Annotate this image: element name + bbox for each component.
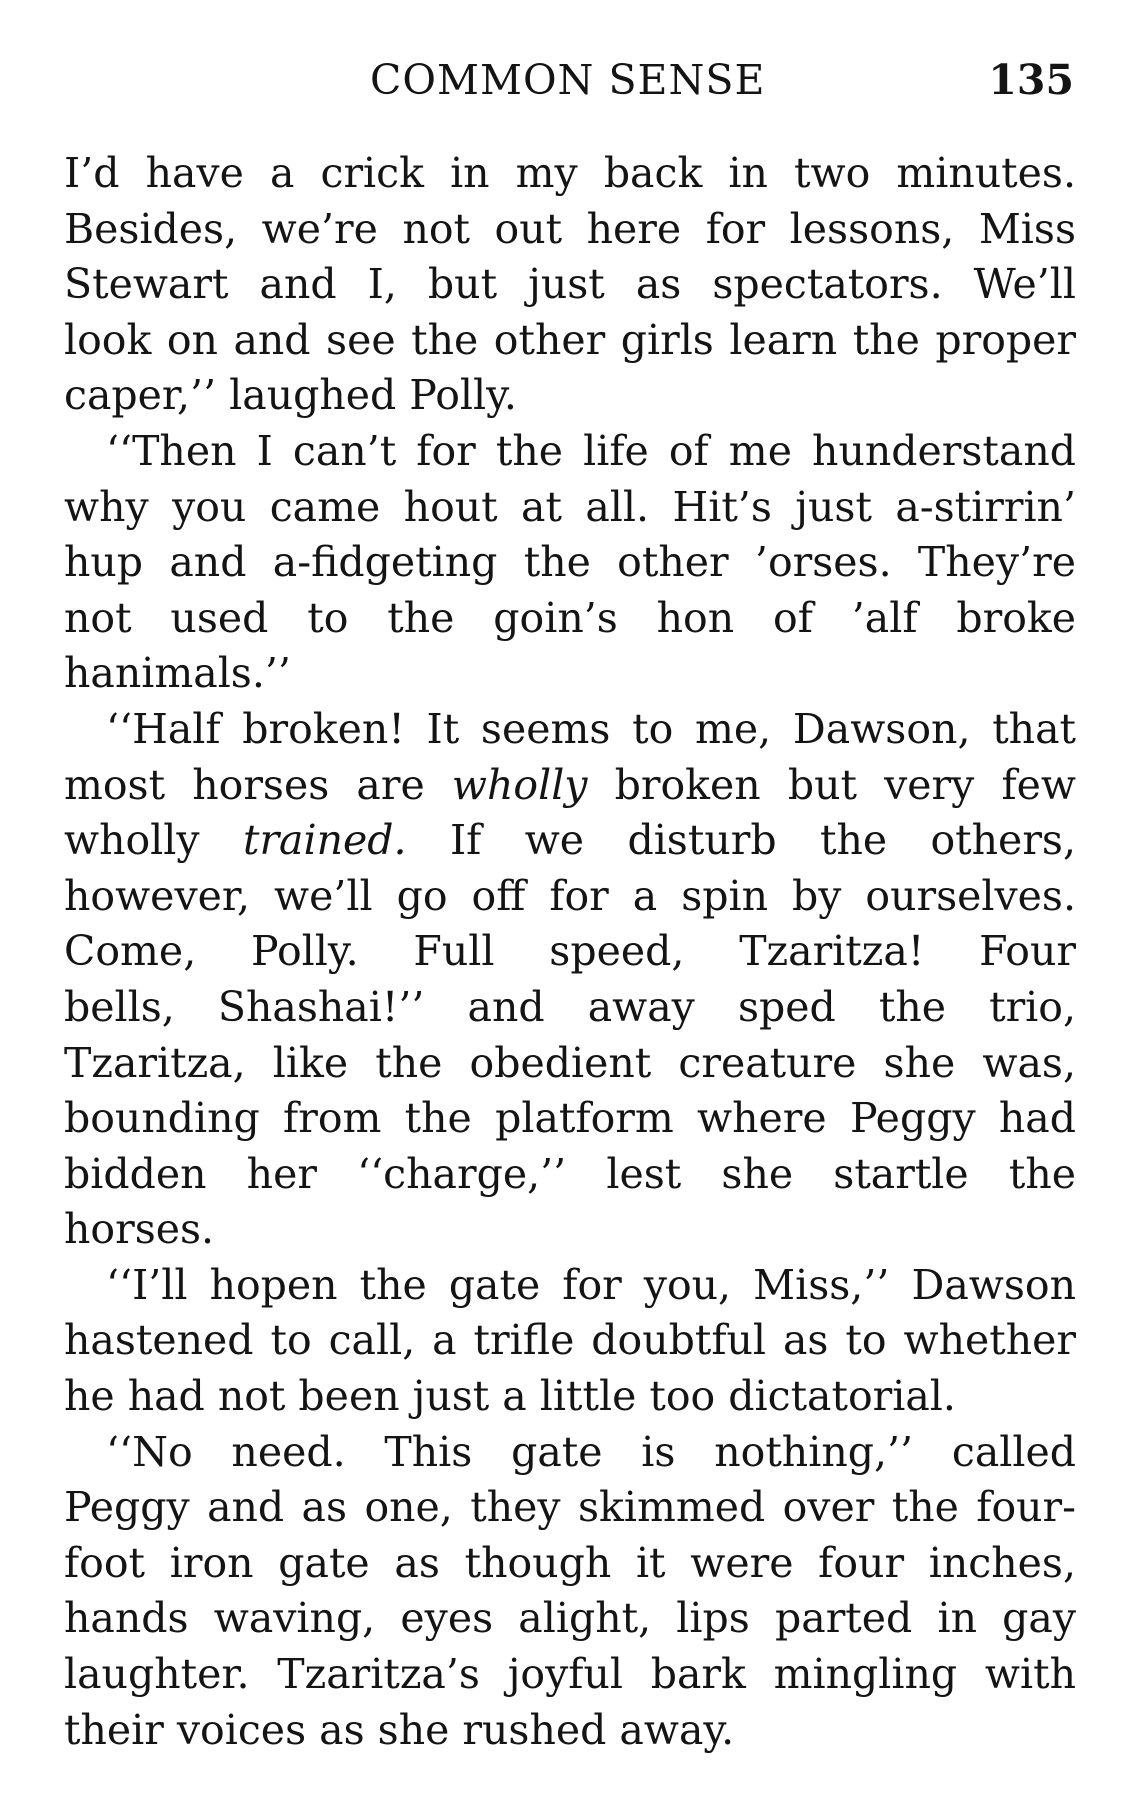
text-line: bells, Shashai!’’ and away sped the trio,: [64, 982, 1076, 1031]
text-line: ‘‘Then I can’t for the life of me hunderstand: [106, 426, 1076, 475]
text-segment: broken but very few: [587, 760, 1076, 809]
text-line: ‘‘Half broken! It seems to me, Dawson, that: [106, 704, 1076, 753]
text-line: [64, 813, 1076, 869]
text-segment: If we disturb the others,: [406, 816, 1076, 865]
text-line: [64, 758, 1076, 814]
body-text: [64, 146, 1076, 1758]
text-line: ‘‘I’ll hopen the gate for you, Miss,’’ Dawson: [106, 1260, 1076, 1309]
running-title: COMMON SENSE: [370, 56, 766, 104]
text-line: look on and see the other girls learn the proper: [64, 315, 1076, 364]
italic-word: trained.: [242, 816, 407, 865]
text-line: Peggy and as one, they skimmed over the four-: [64, 1483, 1076, 1532]
text-line: Tzaritza, like the obedient creature she was,: [64, 1038, 1076, 1087]
text-line: horses.: [64, 1205, 215, 1254]
text-line: ‘‘No need. This gate is nothing,’’ called: [106, 1427, 1076, 1476]
italic-word: wholly: [451, 760, 588, 809]
text-line: Stewart and I, but just as spectators. We’ll: [64, 260, 1076, 309]
running-head: [64, 52, 1076, 108]
text-line: foot iron gate as though it were four inches,: [64, 1538, 1076, 1587]
text-line: bidden her ‘‘charge,’’ lest she startle the: [64, 1149, 1076, 1198]
text-line: however, we’ll go off for a spin by ourselves.: [64, 871, 1076, 920]
text-line: he had not been just a little too dictatorial.: [64, 1372, 956, 1421]
text-line: their voices as she rushed away.: [64, 1705, 735, 1754]
text-line: hastened to call, a trifle doubtful as to whether: [64, 1316, 1076, 1365]
text-segment: most horses are: [64, 760, 452, 809]
text-line: I’d have a crick in my back in two minutes.: [64, 149, 1076, 197]
text-segment: wholly: [64, 816, 243, 865]
text-line: Come, Polly. Full speed, Tzaritza! Four: [64, 927, 1076, 976]
text-line: hanimals.’’: [64, 649, 291, 698]
text-line: caper,’’ laughed Polly.: [64, 371, 517, 420]
text-line: laughter. Tzaritza’s joyful bark mingling with: [64, 1650, 1076, 1699]
text-line: Besides, we’re not out here for lessons, Miss: [64, 204, 1076, 253]
text-line: why you came hout at all. Hit’s just a-stirrin’: [64, 482, 1076, 531]
text-line: hup and a-fidgeting the other ’orses. They’re: [64, 538, 1076, 587]
page-number: 135: [988, 56, 1074, 104]
text-line: bounding from the platform where Peggy had: [64, 1094, 1076, 1143]
text-line: hands waving, eyes alight, lips parted in gay: [64, 1594, 1076, 1643]
text-line: not used to the goin’s hon of ’alf broke: [64, 593, 1076, 642]
